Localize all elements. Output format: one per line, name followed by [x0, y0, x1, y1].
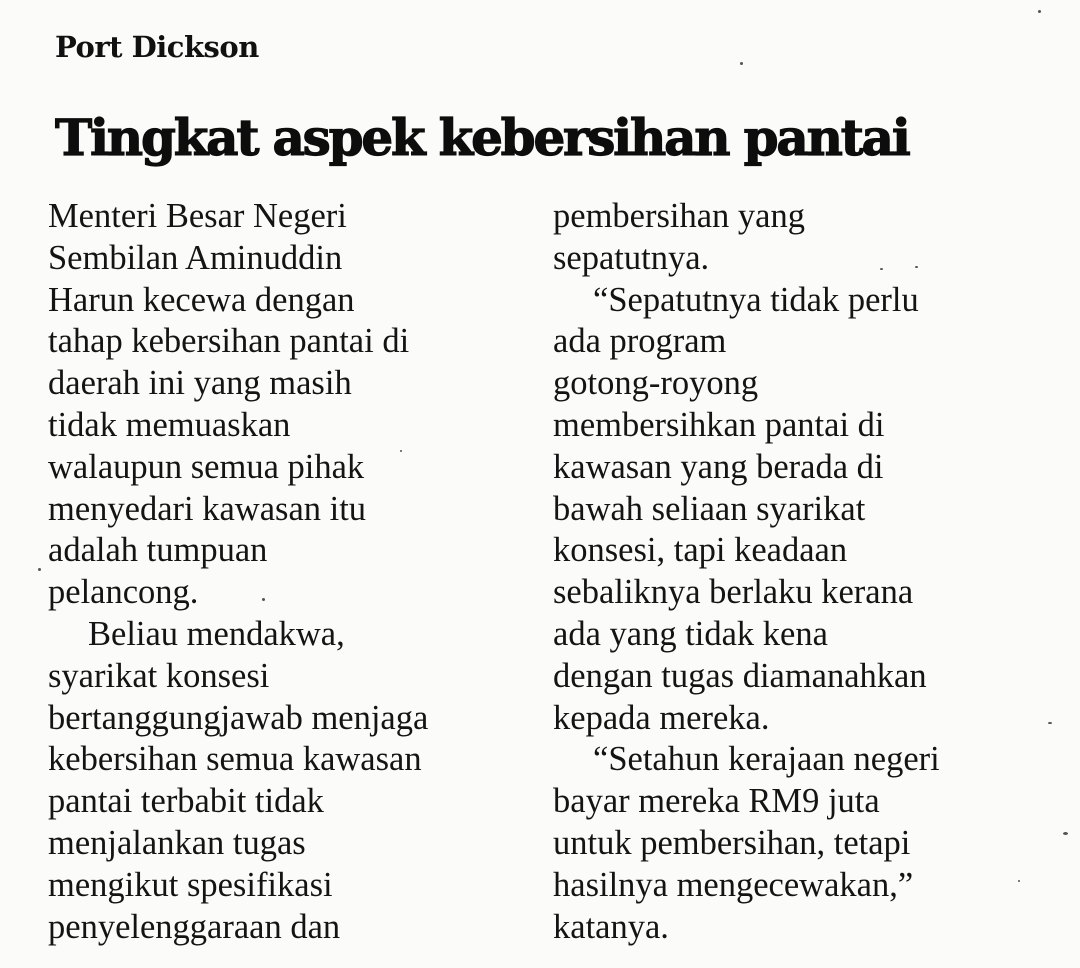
article-text-line: untuk pembersihan, tetapi — [553, 823, 911, 862]
article-text-line: Beliau mendakwa, — [88, 614, 345, 653]
article-text-line: hasilnya mengecewakan,” — [553, 865, 914, 904]
article-text-line: kawasan yang berada di — [553, 447, 884, 486]
article-text-line: “Setahun kerajaan negeri — [593, 740, 940, 779]
paper-speck — [1063, 832, 1068, 835]
article-text-line: kebersihan semua kawasan — [48, 740, 422, 779]
article-text-line: bayar mereka RM9 juta — [553, 782, 880, 821]
article-text-line: adalah tumpuan — [48, 531, 268, 570]
article-text-line: sebaliknya berlaku kerana — [553, 573, 914, 612]
paper-speck — [400, 450, 402, 452]
paper-speck — [262, 598, 265, 601]
location-kicker: Port Dickson — [55, 30, 259, 64]
paper-speck — [1038, 10, 1041, 13]
article-text-line: daerah ini yang masih — [48, 364, 352, 403]
paper-speck — [740, 62, 743, 65]
article-text-line: Sembilan Aminuddin — [48, 238, 343, 277]
article-text-line: membersihkan pantai di — [553, 405, 885, 444]
article-text-line: penyelenggaraan dan — [48, 907, 341, 946]
article-text-line: tidak memuaskan — [48, 405, 291, 444]
article-text-line: menyedari kawasan itu — [48, 489, 367, 528]
article-text-line: pantai terbabit tidak — [48, 782, 324, 821]
article-text-line: pembersihan yang — [553, 197, 805, 235]
article-text-line: katanya. — [553, 907, 669, 946]
article-text-line: pelancong. — [48, 573, 199, 612]
article-text-line: ada program — [553, 322, 727, 361]
headline: Tingkat aspek kebersihan pantai — [55, 108, 909, 167]
article-text-line: menjalankan tugas — [48, 823, 306, 862]
article-text-line: tahap kebersihan pantai di — [48, 322, 410, 361]
article-text-line: bawah seliaan syarikat — [553, 489, 866, 528]
paper-speck — [915, 266, 918, 268]
article-text-line: mengikut spesifikasi — [48, 865, 333, 904]
article-text-line: konsesi, tapi keadaan — [553, 531, 848, 570]
article-text-line: kepada mereka. — [553, 698, 770, 737]
article-column-left — [48, 196, 518, 948]
article-text-line: Harun kecewa dengan — [48, 280, 355, 319]
article-text-line: syarikat konsesi — [48, 656, 270, 695]
article-text-line: walaupun semua pihak — [48, 447, 365, 486]
paper-speck — [1048, 722, 1052, 724]
article-text-line: sepatutnya. — [553, 238, 710, 277]
article-text-line: dengan tugas diamanahkan — [553, 656, 927, 695]
paper-speck — [38, 568, 41, 571]
article-text-line: gotong-royong — [553, 364, 759, 403]
article-text-line: ada yang tidak kena — [553, 614, 828, 653]
paper-speck — [1018, 880, 1020, 882]
article-text-line: Menteri Besar Negeri — [48, 197, 347, 235]
article-text-line: “Sepatutnya tidak perlu — [593, 280, 919, 319]
article-text-line: bertanggungjawab menjaga — [48, 698, 429, 737]
paper-speck — [880, 268, 883, 270]
article-column-right — [553, 196, 1033, 948]
